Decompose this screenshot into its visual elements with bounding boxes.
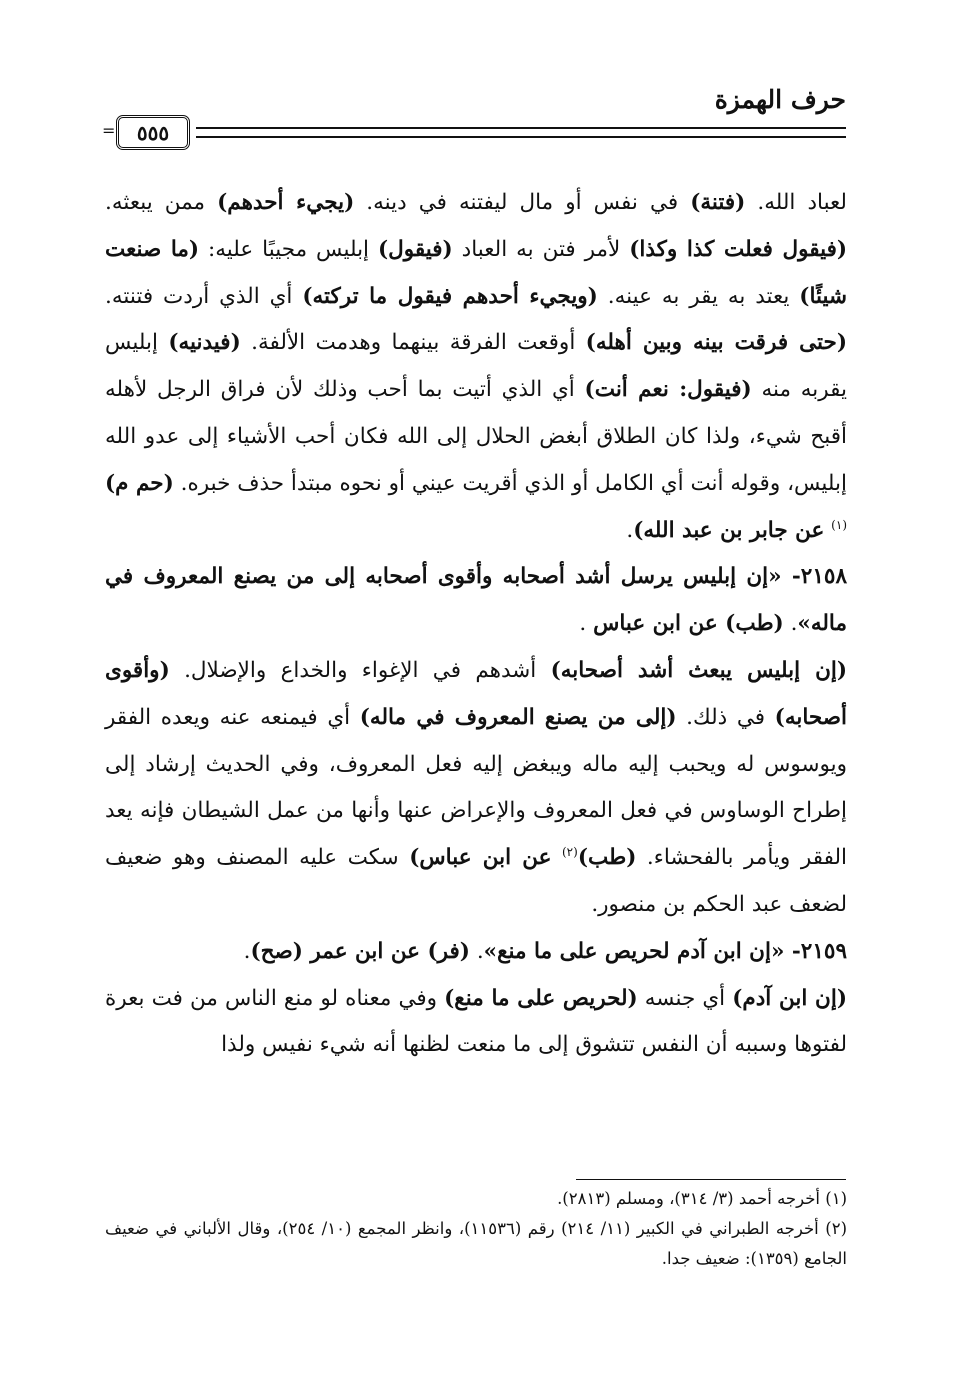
footnote-marker: (٢) (561, 845, 578, 859)
paragraph: (إن ابن آدم) أي جنسه (لحريص على ما منع) وفي معناه لو منع الناس من فت بعرة لفتوها وسببه أن النفس تتشوق إلى ما منعت لظنها أنه شيء نفيس ولذا (105, 985, 847, 1058)
header-double-rule (196, 127, 846, 138)
bold-phrase: ٢١٥٨- «إن إبليس يرسل أشد أصحابه وأقوى أصحابه إلى من يصنع المعروف في ماله» (105, 564, 847, 637)
bold-phrase: (حتى فرقت بينه وبين أهله) (585, 330, 847, 356)
bold-phrase: (فيقول فعلت كذا وكذا) (629, 236, 848, 262)
paragraph: (إن إبليس يبعث أشد أصحابه) أشدهم في الإغواء والخداع والإضلال. (وأقوى أصحابه) في ذلك. (إلى من يصنع المعروف في ماله) أي فيمنعه عنه ويعده الفقر ويوسوس له ويحبب إليه ماله ويبغض إليه فعل المعروف، وفي الحديث إرشاد إلى إطراح الوساوس في فعل المعروف والإعراض عنها وأنها من عمل الشيطان فإنه يعد الفقر ويأمر بالفحشاء. (طب)$^{(٢)}$ عن ابن عباس) سكت عليه المصنف وهو ضعيف لضعف عبد الحكم بن منصور. (105, 657, 848, 917)
bold-phrase: (فيدنيه) (168, 330, 241, 356)
bold-phrase: عن ابن عباس) (409, 845, 552, 871)
footnote-2: (٢) أخرجه الطبراني في الكبير (١١/ ٢١٤) رقم (١١٥٣٦)، وانظر المجمع (١٠/ ٢٥٤)، وقال الألباني في ضعيف الجامع (١٣٥٩): ضعيف جدا. (105, 1219, 847, 1268)
bold-phrase: (إلى من يصنع المعروف في ماله) (359, 704, 677, 730)
hadith-2158: ٢١٥٨- «إن إبليس يرسل أشد أصحابه وأقوى أصحابه إلى من يصنع المعروف في ماله». (طب) عن ابن عباس . (105, 564, 847, 637)
page-number: ٥٥٥ (116, 115, 190, 150)
bold-phrase: (طب) (577, 845, 637, 871)
bold-phrase: (فيقول: نعم أنت) (584, 377, 752, 403)
bold-phrase: (فر) عن ابن عمر (صح) (250, 938, 470, 964)
bold-phrase: (ويجيء أحدهم فيقول ما تركته) (302, 283, 598, 309)
bold-phrase: عن جابر بن عبد الله) (633, 517, 825, 543)
hadith-2159: ٢١٥٩- «إن ابن آدم لحريص على ما منع». (فر) عن ابن عمر (صح). (243, 938, 847, 964)
footnotes (105, 1184, 847, 1274)
bold-phrase: (إن ابن آدم) (732, 985, 847, 1011)
footnote-marker: (١) (831, 517, 847, 532)
footnote-1: (١) أخرجه أحمد (٣/ ٣١٤)، ومسلم (٢٨١٣). (557, 1189, 847, 1208)
bold-phrase: (لحريص على ما منع) (444, 985, 638, 1011)
bold-phrase: (ما صنعت شيئًا) (105, 236, 847, 309)
bold-phrase: (يجيء أحدهم) (217, 190, 355, 215)
bold-phrase: (حم م) (105, 470, 174, 496)
bold-phrase: (وأقوى أصحابه) (105, 657, 848, 730)
paragraph: لعباد الله. (فتنة) في نفس أو مال ليفتنه في دينه. (يجيء أحدهم) ممن يبعثه. (فيقول فعلت كذا وكذا) لأمر فتن به العباد (فيقول) إبليس مجيبًا عليه: (ما صنعت شيئًا) يعتد به يقر به عينه. (ويجيء أحدهم فيقول ما تركته) أي الذي أردت فتنته. (حتى فرقت بينه وبين أهله) أوقعت الفرقة بينهما وهدمت الألفة. (فيدنيه) إبليس يقربه منه (فيقول: نعم أنت) أي الذي أتيت بما أحب وذلك لأن فراق الرجل لأهله أقبح شيء، ولذا كان الطلاق أبغض الحلال إلى الله فكان أحب الأشياء إلى عدو الله إبليس، وقوله أنت أي الكامل أو الذي أقريت عيني أو نحوه مبتدأ حذف خبره. (حم م)$^{(١)}$ عن جابر بن عبد الله). (105, 190, 848, 543)
bold-phrase: (طب) عن ابن عباس (593, 611, 784, 637)
bold-phrase: (فيقول) (377, 236, 453, 262)
page-number-ornament: = (102, 121, 116, 140)
footnote-separator (576, 1179, 846, 1180)
running-title: حرف الهمزة (714, 85, 846, 114)
bold-phrase: (فتنة) (690, 190, 746, 215)
main-text (105, 180, 847, 1069)
bold-phrase: ٢١٥٩- «إن ابن آدم لحريص على ما منع» (483, 938, 847, 964)
bold-phrase: (إن إبليس يبعث أشد أصحابه) (550, 657, 847, 683)
